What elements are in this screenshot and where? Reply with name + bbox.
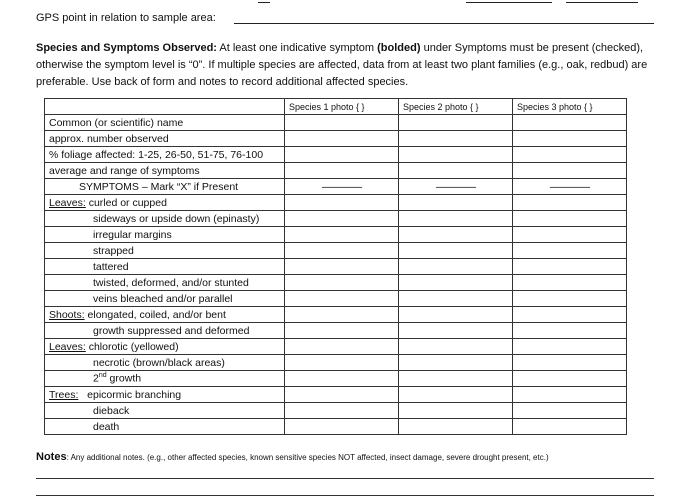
checkbox-cell[interactable]	[285, 403, 399, 419]
instructions-bolded: (bolded)	[377, 42, 421, 54]
table-row	[45, 323, 627, 339]
checkbox-cell[interactable]	[513, 211, 627, 227]
table-row	[45, 419, 627, 435]
table-row	[45, 115, 627, 131]
checkbox-cell[interactable]	[513, 419, 627, 435]
entry-cell[interactable]	[285, 115, 399, 131]
header-species-1: Species 1 photo { }	[285, 99, 399, 115]
table-row	[45, 371, 627, 387]
category-shoots-label: Shoots:	[49, 308, 85, 321]
gps-point-field	[36, 12, 216, 24]
notes-line[interactable]	[36, 478, 654, 479]
checkbox-cell[interactable]	[513, 339, 627, 355]
notes-label: Notes	[36, 451, 67, 463]
entry-cell[interactable]	[399, 147, 513, 163]
checkbox-cell[interactable]	[399, 371, 513, 387]
entry-cell[interactable]	[513, 163, 627, 179]
checkbox-cell[interactable]	[399, 419, 513, 435]
table-header-row	[45, 99, 627, 115]
gps-input-line[interactable]	[234, 23, 654, 24]
notes-line[interactable]	[36, 495, 654, 496]
category-trees-label: Trees:	[49, 388, 79, 401]
table-row	[45, 163, 627, 179]
checkbox-cell[interactable]	[285, 243, 399, 259]
checkbox-cell[interactable]	[399, 323, 513, 339]
dash-separator: --------------------	[399, 179, 513, 195]
species-symptoms-table	[44, 98, 627, 435]
checkbox-cell[interactable]	[513, 355, 627, 371]
entry-cell[interactable]	[513, 131, 627, 147]
checkbox-cell[interactable]	[513, 259, 627, 275]
instructions-heading: Species and Symptoms Observed:	[36, 42, 217, 54]
table-row	[45, 243, 627, 259]
table-row	[45, 291, 627, 307]
header-species-2: Species 2 photo { }	[399, 99, 513, 115]
instructions	[36, 40, 676, 91]
entry-cell[interactable]	[285, 131, 399, 147]
gps-label: GPS point in relation to sample area:	[36, 12, 216, 24]
checkbox-cell[interactable]	[285, 275, 399, 291]
entry-cell[interactable]	[513, 147, 627, 163]
table-row	[45, 339, 627, 355]
checkbox-cell[interactable]	[285, 307, 399, 323]
table-row	[45, 147, 627, 163]
checkbox-cell[interactable]	[285, 355, 399, 371]
entry-cell[interactable]	[285, 163, 399, 179]
symptom-tattered: tattered	[45, 259, 285, 275]
dash-separator: --------------------	[513, 179, 627, 195]
checkbox-cell[interactable]	[399, 339, 513, 355]
table-row	[45, 275, 627, 291]
symptom-irregular-margins: irregular margins	[45, 227, 285, 243]
checkbox-cell[interactable]	[513, 291, 627, 307]
symptom-chlorotic: Leaves: chlorotic (yellowed)	[45, 339, 285, 355]
checkbox-cell[interactable]	[399, 227, 513, 243]
table-row	[45, 259, 627, 275]
checkbox-cell[interactable]	[285, 259, 399, 275]
checkbox-cell[interactable]	[513, 243, 627, 259]
symptom-shoots-elongated: Shoots: elongated, coiled, and/or bent	[45, 307, 285, 323]
checkbox-cell[interactable]	[399, 211, 513, 227]
symptom-dieback: dieback	[45, 403, 285, 419]
checkbox-cell[interactable]	[513, 275, 627, 291]
instructions-part1: At least one indicative symptom	[216, 42, 378, 54]
symptom-epicormic: Trees: epicormic branching	[45, 387, 285, 403]
table-row	[45, 403, 627, 419]
symptoms-heading: SYMPTOMS – Mark “X” if Present	[45, 179, 285, 195]
table-row	[45, 211, 627, 227]
checkbox-cell[interactable]	[285, 227, 399, 243]
checkbox-cell[interactable]	[399, 307, 513, 323]
entry-cell[interactable]	[513, 115, 627, 131]
checkbox-cell[interactable]	[285, 211, 399, 227]
table-row	[45, 355, 627, 371]
symptom-necrotic: necrotic (brown/black areas)	[45, 355, 285, 371]
symptom-death: death	[45, 419, 285, 435]
checkbox-cell[interactable]	[513, 307, 627, 323]
symptom-strapped: strapped	[45, 243, 285, 259]
symptom-twisted: twisted, deformed, and/or stunted	[45, 275, 285, 291]
row-label-number-observed: approx. number observed	[45, 131, 285, 147]
checkbox-cell[interactable]	[285, 195, 399, 211]
checkbox-cell[interactable]	[399, 243, 513, 259]
checkbox-cell[interactable]	[399, 387, 513, 403]
header-species-3: Species 3 photo { }	[513, 99, 627, 115]
entry-cell[interactable]	[399, 163, 513, 179]
checkbox-cell[interactable]	[513, 387, 627, 403]
checkbox-cell[interactable]	[399, 355, 513, 371]
checkbox-cell[interactable]	[285, 387, 399, 403]
notes-field	[36, 451, 549, 463]
checkbox-cell[interactable]	[399, 403, 513, 419]
dash-separator: --------------------	[285, 179, 399, 195]
checkbox-cell[interactable]	[285, 323, 399, 339]
checkbox-cell[interactable]	[399, 195, 513, 211]
checkbox-cell[interactable]	[285, 291, 399, 307]
checkbox-cell[interactable]	[513, 227, 627, 243]
row-label-foliage-affected: % foliage affected: 1-25, 26-50, 51-75, 76-100	[45, 147, 285, 163]
checkbox-cell[interactable]	[399, 259, 513, 275]
checkbox-cell[interactable]	[513, 323, 627, 339]
checkbox-cell[interactable]	[285, 371, 399, 387]
table-row	[45, 227, 627, 243]
checkbox-cell[interactable]	[399, 291, 513, 307]
table-row	[45, 387, 627, 403]
entry-cell[interactable]	[399, 115, 513, 131]
table-row	[45, 195, 627, 211]
entry-cell[interactable]	[399, 131, 513, 147]
checkbox-cell[interactable]	[285, 419, 399, 435]
table-row	[45, 131, 627, 147]
symptom-growth-suppressed: growth suppressed and deformed	[45, 323, 285, 339]
symptom-leaves-curled: Leaves: curled or cupped	[45, 195, 285, 211]
category-leaves-label: Leaves:	[49, 196, 86, 209]
checkbox-cell[interactable]	[285, 339, 399, 355]
row-label-common-name: Common (or scientific) name	[45, 115, 285, 131]
header-blank	[45, 99, 285, 115]
checkbox-cell[interactable]	[513, 371, 627, 387]
row-label-average-range: average and range of symptoms	[45, 163, 285, 179]
symptom-epinasty: sideways or upside down (epinasty)	[45, 211, 285, 227]
instructions-part2: under Symptoms must be present (checked), otherwise the symptom level is “0”. If multiple species are affected, data from at least two plant families (e.g., oak, redbud) are preferable. Use back of form and notes to record additional affected species.	[36, 42, 648, 88]
table-row	[45, 307, 627, 323]
checkbox-cell[interactable]	[399, 275, 513, 291]
notes-instructions: : Any additional notes. (e.g., other affected species, known sensitive species NOT affected, insect damage, severe drought present, etc.)	[66, 453, 549, 462]
checkbox-cell[interactable]	[513, 403, 627, 419]
checkbox-cell[interactable]	[513, 195, 627, 211]
symptom-second-growth: 2nd growth	[45, 371, 285, 387]
entry-cell[interactable]	[285, 147, 399, 163]
category-leaves-label: Leaves:	[49, 340, 86, 353]
symptoms-heading-row	[45, 179, 627, 195]
symptom-veins-bleached: veins bleached and/or parallel	[45, 291, 285, 307]
clipped-previous-line	[0, 0, 691, 3]
